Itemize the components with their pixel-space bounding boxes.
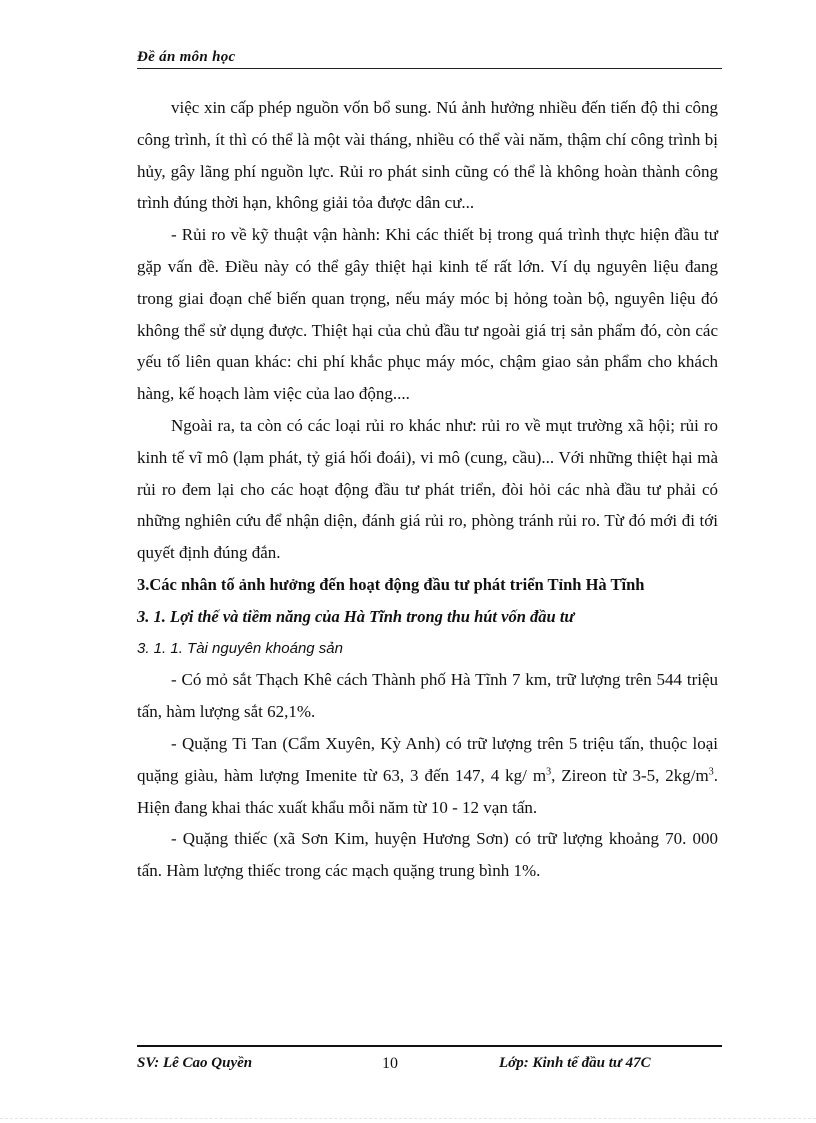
header-title: Đề án môn học [137, 49, 236, 65]
superscript-1: 3 [546, 766, 552, 778]
subsection-heading-3-1: 3. 1. Lợi thế và tiềm năng của Hà Tĩnh trong thu hút vốn đầu tư [137, 606, 575, 626]
header-rule [137, 68, 722, 69]
paragraph-tin: - Quặng thiếc (xã Sơn Kim, huyện Hương Sơn) có trữ lượng khoảng 70. 000 tấn. Hàm lượng thiếc trong các mạch quặng trung bình 1%. [137, 829, 718, 881]
footer-rule [137, 1045, 722, 1047]
footer-class: Lớp: Kinh tế đầu tư 47C [499, 1055, 651, 1071]
paragraph-titanium [137, 728, 718, 823]
section-heading-3: 3.Các nhân tố ảnh hưởng đến hoạt động đầu tư phát triển Tỉnh Hà Tĩnh [137, 574, 645, 594]
document-body [137, 92, 718, 887]
page-header [137, 49, 722, 66]
subsubsection-heading-3-1-1: 3. 1. 1. Tài nguyên khoáng sản [137, 639, 343, 657]
paragraph-iron-mine: - Có mỏ sắt Thạch Khê cách Thành phố Hà Tĩnh 7 km, trữ lượng trên 544 triệu tấn, hàm lượng sắt 62,1%. [137, 670, 718, 722]
titanium-text-a: - Quặng Ti Tan (Cẩm Xuyên, Kỳ Anh) có trữ lượng trên 5 triệu tấn, thuộc loại quặng giàu, hàm lượng Imenite từ 63, 3 đến 147, 4 kg/ m [137, 733, 718, 785]
page-edge [0, 1118, 816, 1119]
footer-student: SV: Lê Cao Quyền [137, 1055, 253, 1071]
paragraph-1: việc xin cấp phép nguồn vốn bổ sung. Nú ảnh hưởng nhiều đến tiến độ thi công công trình, ít thì có thể là một vài tháng, nhiều có thể vài năm, thậm chí công trình bị hủy, gây lãng phí nguồn lực. Rủi ro phát sinh cũng có thể là không hoàn thành công trình đúng thời hạn, không giải tỏa được dân cư... [137, 98, 718, 213]
titanium-text-c: . Hiện đang khai thác xuất khẩu mỗi năm từ 10 - 12 vạn tấn. [137, 765, 719, 817]
titanium-text-b: , Zireon từ 3-5, 2kg/m [551, 765, 709, 785]
paragraph-3: Ngoài ra, ta còn có các loại rủi ro khác như: rủi ro về mụt trường xã hội; rủi ro kinh tế vĩ mô (lạm phát, tỷ giá hối đoái), vi mô (cung, cầu)... Với những thiệt hại mà rủi ro đem lại cho các hoạt động đầu tư phát triển, đòi hỏi các nhà đầu tư phải có những nghiên cứu để nhận diện, đánh giá rủi ro, phòng tránh rủi ro. Từ đó mới đi tới quyết định đúng đắn. [137, 415, 718, 563]
paragraph-2: - Rủi ro về kỹ thuật vận hành: Khi các thiết bị trong quá trình thực hiện đầu tư gặp vấn đề. Điều này có thể gây thiệt hại kinh tế rất lớn. Ví dụ nguyên liệu đang trong giai đoạn chế biến quan trọng, nếu máy móc bị hỏng toàn bộ, nguyên liệu đó không thể sử dụng được. Thiệt hại của chủ đầu tư ngoài giá trị sản phẩm đó, còn các yếu tố liên quan khác: chi phí khắc phục máy móc, chậm giao sản phẩm cho khách hàng, kế hoạch làm việc của lao động.... [137, 225, 718, 404]
page-number: 10 [382, 1055, 398, 1072]
superscript-2: 3 [708, 766, 714, 778]
